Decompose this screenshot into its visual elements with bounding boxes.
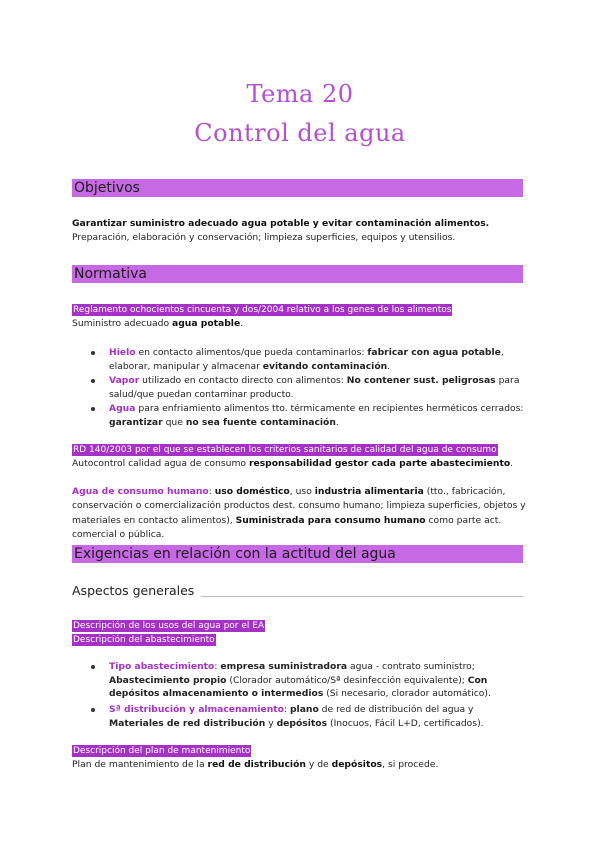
bullet-icon <box>91 665 95 669</box>
item-bold: Con depósitos almacenamiento o intermedios <box>109 674 488 699</box>
plan-bold: depósitos <box>331 759 383 771</box>
section-heading-objetivos <box>72 179 523 197</box>
item-text: que <box>162 416 186 428</box>
item-text: y <box>265 717 277 729</box>
plan-text: Plan de mantenimiento de la <box>72 759 208 771</box>
item-text: . <box>335 416 339 428</box>
objetivos-bold-text: Garantizar suministro adecuado agua potable y evitar contaminación alimentos. <box>72 218 490 229</box>
plan-highlight: Descripción del plan de mantenimiento <box>73 746 251 756</box>
section-heading-normativa <box>72 265 523 283</box>
objetivos-text: Preparación, elaboración y conservación; limpieza superficies, equipos y utensilios. <box>72 232 456 244</box>
item-label: Hielo <box>109 347 136 358</box>
item-text: . <box>387 360 391 372</box>
item-text: para enfriamiento alimentos tto. térmicamente en recipientes herméticos cerrados: <box>135 403 524 414</box>
list-item-text <box>109 703 529 730</box>
item-text: en contacto alimentos/que pueda contaminarlos: <box>135 347 368 358</box>
page-title-line2: Control del agua <box>194 119 406 147</box>
rd-text-b: responsabilidad gestor cada parte abastecimiento <box>248 458 511 470</box>
bullet-icon <box>91 351 95 355</box>
plan-mantenimiento-block <box>72 744 532 773</box>
usos-highlight: Descripción de los usos del agua por el EA <box>73 621 265 631</box>
reglamento-text-a: Suministro adecuado <box>72 318 173 330</box>
bullet-icon <box>91 407 95 411</box>
list-item-text <box>109 374 529 401</box>
term-text: , uso <box>289 486 315 497</box>
item-bold: plano <box>289 704 319 715</box>
item-text: agua - contrato suministro; <box>347 661 475 672</box>
term-text: (tto., fabricación, conservación o comercialización productos dest. consumo humano; limpieza superficies, objetos y materiales en contacto alimentos), <box>72 486 526 526</box>
bullet-icon <box>91 379 95 383</box>
item-bold: No contener sust. peligrosas <box>346 375 496 386</box>
item-text: , elaborar, manipular y almacenar <box>109 347 504 372</box>
plan-text: , si procede. <box>382 759 439 771</box>
term-bold: Suministrada para consumo humano <box>235 514 426 526</box>
term-text: como parte act. comercial o pública. <box>72 514 502 540</box>
subheading-aspectos: Aspectos generales <box>72 583 195 598</box>
bullet-icon <box>91 708 95 712</box>
rd-block <box>72 443 532 472</box>
rd-text-a: Autocontrol calidad agua de consumo <box>72 458 249 470</box>
item-bold: garantizar <box>109 416 163 428</box>
list-item-text <box>109 660 529 701</box>
list-item-text <box>109 346 529 373</box>
item-text: (Clorador automático/Sª desinfección equivalente); <box>226 674 468 686</box>
agua-consumo-paragraph <box>72 485 532 542</box>
section-heading-label: Exigencias en relación con la actitud del agua <box>74 546 396 562</box>
item-bold: empresa suministradora <box>220 661 348 672</box>
item-bold: Abastecimiento propio <box>109 674 227 686</box>
item-text: (Si necesario, clorador automático). <box>323 688 491 699</box>
item-label: Sª distribución y almacenamiento <box>109 704 284 715</box>
section-heading-label: Objetivos <box>74 180 140 196</box>
objetivos-paragraph <box>72 217 532 246</box>
item-label: Tipo abastecimiento <box>109 661 215 672</box>
item-bold: evitando contaminación <box>262 360 388 372</box>
section-heading-label: Normativa <box>74 266 148 282</box>
item-text: : <box>214 661 221 672</box>
term-bold: uso doméstico <box>214 486 290 497</box>
term-text: : <box>208 486 215 497</box>
item-text: utilizado en contacto directo con alimentos: <box>139 375 347 386</box>
item-bold: no sea fuente contaminación <box>185 416 336 428</box>
section-heading-exigencias <box>72 545 523 563</box>
rd-highlight: RD 140/2003 por el que se establecen los criterios sanitarios de calidad del agua de consumo <box>73 445 497 455</box>
item-label: Agua <box>109 403 136 414</box>
abastecimiento-highlights <box>72 619 532 648</box>
term-label: Agua de consumo humano <box>72 486 209 497</box>
item-label: Vapor <box>109 375 140 386</box>
reglamento-block <box>72 303 532 332</box>
rd-text-c: . <box>510 458 514 470</box>
plan-bold: red de distribución <box>207 759 306 771</box>
item-text: : <box>283 704 290 715</box>
plan-text: y de <box>305 759 332 771</box>
item-bold: depósitos <box>276 717 328 729</box>
subheading-rule <box>201 596 523 597</box>
term-bold: industria alimentaria <box>314 486 424 497</box>
reglamento-highlight: Reglamento ochocientos cincuenta y dos/2004 relativo a los genes de los alimentos <box>73 305 452 315</box>
item-bold: Materiales de red distribución <box>109 717 266 729</box>
page-title-line1: Tema 20 <box>246 80 354 108</box>
item-text: de red de distribución del agua y <box>318 704 474 715</box>
reglamento-text-b: agua potable <box>172 318 241 330</box>
reglamento-text-c: . <box>240 318 244 330</box>
item-bold: fabricar con agua potable <box>367 347 501 358</box>
item-text: (Inocuos, Fácil L+D, certificados). <box>327 717 484 729</box>
item-text: para salud/que puedan contaminar producto. <box>109 375 520 400</box>
abastecimiento-highlight: Descripción del abastecimiento <box>73 635 215 646</box>
list-item-text <box>109 402 529 429</box>
